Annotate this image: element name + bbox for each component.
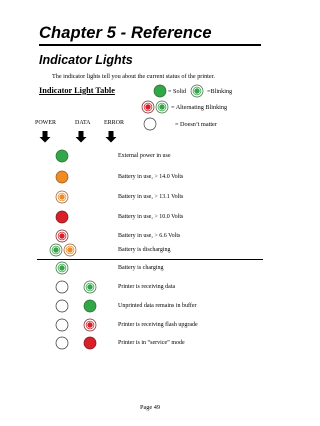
status-row-label: Battery in use, > 13.1 Volts xyxy=(118,194,184,200)
power-led-alternating-orange xyxy=(63,243,77,257)
data-led-blinking-green xyxy=(83,280,97,294)
data-arrow-down-icon xyxy=(75,131,87,143)
intro-text: The indicator lights tell you about the current status of the printer. xyxy=(52,73,215,80)
status-row-label: Printer is receiving flash upgrade xyxy=(118,322,198,328)
legend-blinking-text: =Blinking xyxy=(207,88,233,95)
power-led-blinking-red xyxy=(55,229,69,243)
legend-alternating-text: = Alternating Blinking xyxy=(171,104,228,111)
legend-title: Indicator Light Table xyxy=(39,86,115,95)
alternating-red-legend-icon xyxy=(141,100,155,114)
status-row-label: Printer is receiving data xyxy=(118,284,176,290)
power-led-doesnt-matter xyxy=(55,299,69,313)
power-led-solid-green xyxy=(55,149,69,163)
power-led-solid-orange xyxy=(55,170,69,184)
data-led-blinking-red xyxy=(83,318,97,332)
column-power: POWER xyxy=(35,120,56,126)
legend-doesnt-matter-text: = Doesn’t matter xyxy=(175,121,217,128)
status-row-label: External power in use xyxy=(118,153,171,159)
power-led-doesnt-matter xyxy=(55,280,69,294)
status-row-label: Battery in use, > 14.0 Volts xyxy=(118,174,184,180)
solid-green-legend-icon xyxy=(153,84,167,98)
table-divider xyxy=(37,259,263,260)
data-led-solid-green xyxy=(83,299,97,313)
status-row-label: Printer is in “service” mode xyxy=(118,340,185,346)
power-led-blinking-orange xyxy=(55,190,69,204)
page-number: Page 49 xyxy=(139,404,161,411)
power-led-doesnt-matter xyxy=(55,318,69,332)
power-led-solid-red xyxy=(55,210,69,224)
section-title: Indicator Lights xyxy=(39,53,133,67)
data-led-solid-red xyxy=(83,336,97,350)
title-rule xyxy=(39,44,261,46)
legend-solid-text: = Solid xyxy=(168,88,187,95)
power-led-doesnt-matter xyxy=(55,336,69,350)
column-error: ERROR xyxy=(104,120,125,126)
chapter-title: Chapter 5 - Reference xyxy=(39,24,212,42)
status-row-label: Unprinted data remains in buffer xyxy=(118,303,197,309)
status-row-label: Battery in use, > 10.0 Volts xyxy=(118,214,184,220)
status-row-label: Battery is discharging xyxy=(118,247,171,253)
power-led-blinking-green xyxy=(55,261,69,275)
column-data: DATA xyxy=(75,120,91,126)
status-row-label: Battery is charging xyxy=(118,265,164,271)
power-led-alternating-green xyxy=(49,243,63,257)
status-row-label: Battery in use, > 6.6 Volts xyxy=(118,233,181,239)
power-arrow-down-icon xyxy=(39,131,51,143)
alternating-green-legend-icon xyxy=(155,100,169,114)
blinking-green-legend-icon xyxy=(190,84,204,98)
doesnt-matter-legend-icon xyxy=(143,117,157,131)
error-arrow-down-icon xyxy=(105,131,117,143)
